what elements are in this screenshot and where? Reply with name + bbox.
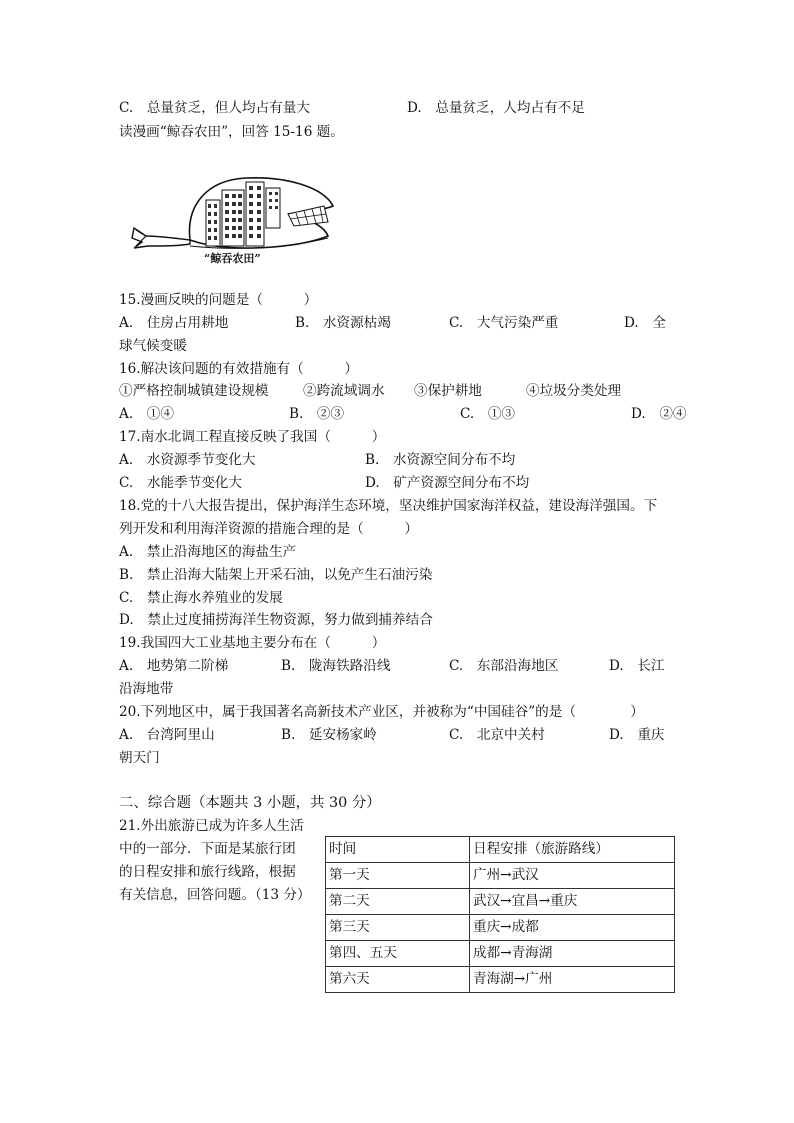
- q16-option-b: B. ②③: [289, 406, 345, 422]
- q18-stem-line2: 列开发和利用海洋资源的措施合理的是（ ）: [119, 521, 419, 537]
- table-cell-day: 第三天: [326, 915, 470, 941]
- q16-stem: 16.解决该问题的有效措施有（ ）: [119, 361, 359, 377]
- q17-stem: 17.南水北调工程直接反映了我国（ ）: [119, 429, 386, 445]
- section-2-title: 二、综合题（本题共 3 小题，共 30 分）: [119, 795, 381, 811]
- table-cell-route: 武汉→宜昌→重庆: [470, 889, 675, 915]
- table-cell-route: 重庆→成都: [470, 915, 675, 941]
- q19-option-a: A. 地势第二阶梯: [119, 658, 229, 674]
- q16-option-c: C. ①③: [460, 406, 516, 422]
- q20-stem: 20.下列地区中，属于我国著名高新技术产业区，并被称为“中国硅谷”的是（ ）: [119, 704, 644, 720]
- q19-stem: 19.我国四大工业基地主要分布在（ ）: [119, 635, 386, 651]
- q19-option-c: C. 东部沿海地区: [449, 658, 559, 674]
- q19-option-d: D. 长江: [609, 658, 665, 674]
- table-cell-day: 第四、五天: [326, 941, 470, 967]
- q16-item-3: ③保护耕地: [414, 383, 482, 399]
- q20-option-d-continued: 朝天门: [119, 750, 160, 766]
- q16-item-1: ①严格控制城镇建设规模: [119, 383, 269, 399]
- q20-option-c: C. 北京中关村: [449, 727, 545, 743]
- table-header-route: 日程安排（旅游路线）: [470, 837, 675, 863]
- q19-option-d-continued: 沿海地带: [119, 681, 174, 697]
- table-header-row: [326, 837, 675, 863]
- q21-line-3: 的日程安排和旅行线路，根据: [119, 864, 296, 880]
- q14-option-d: D. 总量贫乏，人均占有不足: [407, 100, 585, 116]
- q17-option-a: A. 水资源季节变化大: [119, 452, 256, 468]
- q15-option-a: A. 住房占用耕地: [119, 315, 229, 331]
- q21-line-2: 中的一部分．下面是某旅行团: [119, 841, 296, 857]
- q15-stem: 15.漫画反映的问题是（ ）: [119, 292, 318, 308]
- q16-item-2: ②跨流域调水: [303, 383, 385, 399]
- itinerary-table: [325, 836, 675, 993]
- q18-option-c: C. 禁止海水养殖业的发展: [119, 590, 283, 606]
- table-cell-day: 第一天: [326, 863, 470, 889]
- q18-option-a: A. 禁止沿海地区的海盐生产: [119, 544, 297, 560]
- q15-option-b: B. 水资源枯竭: [295, 315, 391, 331]
- q21-line-4: 有关信息，回答问题。（13 分）: [119, 887, 311, 903]
- q15-option-d: D. 全: [624, 315, 666, 331]
- q15-16-intro: 读漫画“鲸吞农田”，回答 15-16 题。: [119, 124, 344, 140]
- q17-option-c: C. 水能季节变化大: [119, 475, 242, 491]
- table-row: [326, 941, 675, 967]
- q19-option-b: B. 陇海铁路沿线: [281, 658, 391, 674]
- table-row: [326, 889, 675, 915]
- q16-option-a: A. ①④: [119, 406, 174, 422]
- q20-option-a: A. 台湾阿里山: [119, 727, 215, 743]
- q15-option-d-continued: 球气候变暖: [119, 338, 187, 354]
- table-cell-route: 青海湖→广州: [470, 967, 675, 993]
- table-row: [326, 915, 675, 941]
- q20-option-b: B. 延安杨家岭: [281, 727, 377, 743]
- whale-farmland-cartoon: [128, 166, 338, 272]
- table-row: [326, 863, 675, 889]
- q16-item-4: ④垃圾分类处理: [526, 383, 622, 399]
- q18-option-d: D. 禁止过度捕捞海洋生物资源，努力做到捕养结合: [119, 612, 433, 628]
- table-row: [326, 967, 675, 993]
- q21-line-1: 21.外出旅游已成为许多人生活: [119, 818, 304, 834]
- q20-option-d: D. 重庆: [609, 727, 665, 743]
- table-cell-route: 广州→武汉: [470, 863, 675, 889]
- table-cell-route: 成都→青海湖: [470, 941, 675, 967]
- cartoon-caption: “鲸吞农田”: [204, 252, 261, 265]
- table-header-time: 时间: [326, 837, 470, 863]
- q16-option-d: D. ②④: [631, 406, 687, 422]
- q14-option-c: C. 总量贫乏，但人均占有量大: [119, 100, 310, 116]
- table-cell-day: 第二天: [326, 889, 470, 915]
- q17-option-d: D. 矿产资源空间分布不均: [365, 475, 530, 491]
- table-cell-day: 第六天: [326, 967, 470, 993]
- q18-stem-line1: 18.党的十八大报告提出，保护海洋生态环境，坚决维护国家海洋权益，建设海洋强国。下: [119, 498, 658, 514]
- q17-option-b: B. 水资源空间分布不均: [365, 452, 516, 468]
- q18-option-b: B. 禁止沿海大陆架上开采石油，以免产生石油污染: [119, 567, 433, 583]
- q15-option-c: C. 大气污染严重: [449, 315, 559, 331]
